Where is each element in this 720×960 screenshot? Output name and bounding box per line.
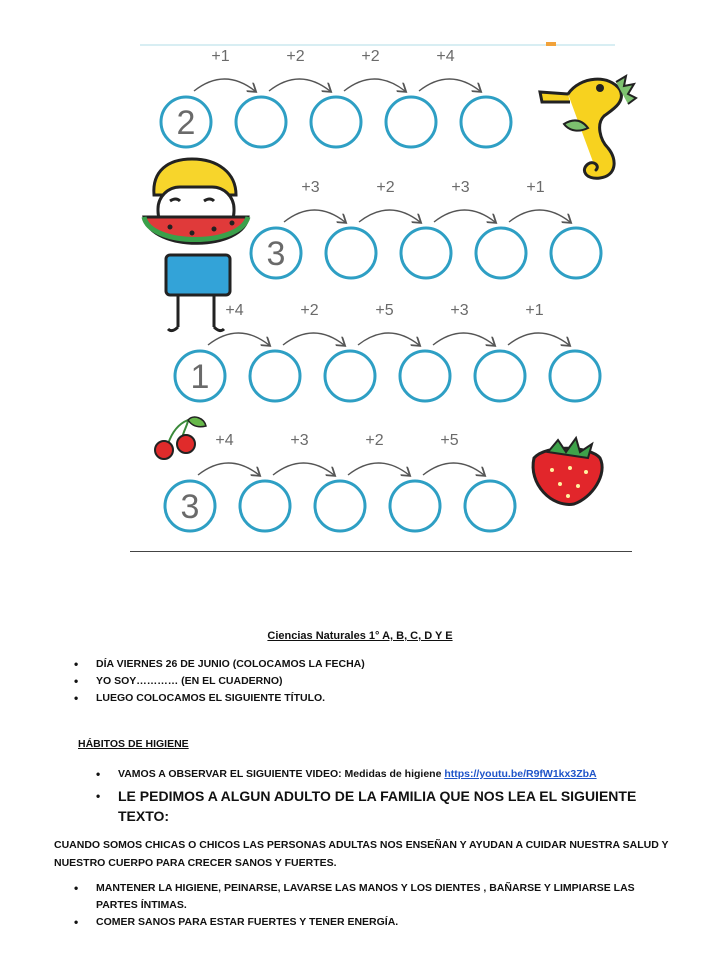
answer-circle — [390, 481, 440, 531]
answer-circle — [386, 97, 436, 147]
step-label: +1 — [526, 179, 545, 196]
step-arrow — [208, 333, 269, 345]
video-instruction-text: VAMOS A OBSERVAR EL SIGUIENTE VIDEO: Medidas de higiene — [118, 768, 445, 780]
step-label: +3 — [450, 302, 469, 319]
answer-circle — [401, 228, 451, 278]
habits-list — [96, 880, 656, 931]
step-arrow — [433, 333, 494, 345]
step-label: +2 — [376, 179, 395, 196]
worksheet-separator — [130, 551, 632, 552]
step-arrow — [358, 333, 419, 345]
step-arrow — [419, 79, 480, 91]
step-label: +4 — [215, 432, 234, 449]
video-instruction — [118, 766, 658, 783]
answer-circle — [476, 228, 526, 278]
answer-circle — [550, 351, 600, 401]
intro-item-title: • LUEGO COLOCAMOS EL SIGUIENTE TÍTULO. — [96, 690, 365, 707]
step-arrow — [194, 79, 255, 91]
step-arrow — [423, 463, 484, 475]
intro-item-name: • YO SOY………… (EN EL CUADERNO) — [96, 673, 365, 690]
video-link[interactable]: https://youtu.be/R9fW1kx3ZbA — [444, 768, 597, 780]
step-arrow — [434, 210, 495, 222]
answer-circle — [311, 97, 361, 147]
step-label: +3 — [301, 179, 320, 196]
seahorse-icon — [540, 76, 636, 178]
page-title: Ciencias Naturales 1° A, B, C, D Y E — [267, 630, 453, 642]
step-label: +2 — [300, 302, 319, 319]
answer-circle — [325, 351, 375, 401]
answer-circle — [400, 351, 450, 401]
step-label: +4 — [225, 302, 244, 319]
intro-item-date: • DÍA VIERNES 26 DE JUNIO (COLOCAMOS LA FECHA) — [96, 656, 365, 673]
step-label: +4 — [436, 48, 455, 65]
section-title: HÁBITOS DE HIGIENE — [78, 738, 189, 750]
step-arrow — [273, 463, 334, 475]
start-number: 2 — [176, 104, 196, 142]
answer-circle — [315, 481, 365, 531]
habit-item: • COMER SANOS PARA ESTAR FUERTES Y TENER ENERGÍA. — [96, 914, 656, 931]
answer-circle — [236, 97, 286, 147]
answer-circle — [240, 481, 290, 531]
step-label: +3 — [290, 432, 309, 449]
instruction-list — [118, 766, 658, 829]
step-arrow — [284, 210, 345, 222]
answer-circle — [551, 228, 601, 278]
cherries-icon — [155, 417, 206, 459]
intro-list — [96, 656, 365, 707]
answer-circle — [461, 97, 511, 147]
step-arrow — [508, 333, 569, 345]
step-label: +2 — [286, 48, 305, 65]
step-arrow — [348, 463, 409, 475]
step-label: +5 — [375, 302, 394, 319]
strawberry-icon — [533, 438, 602, 504]
start-number: 3 — [180, 488, 200, 526]
answer-circle — [465, 481, 515, 531]
step-label: +2 — [361, 48, 380, 65]
step-label: +3 — [451, 179, 470, 196]
step-arrow — [198, 463, 259, 475]
answer-circle — [475, 351, 525, 401]
step-arrow — [283, 333, 344, 345]
reading-instruction: • LE PEDIMOS A ALGUN ADULTO DE LA FAMILIA QUE NOS LEA EL SIGUIENTE TEXTO: — [118, 786, 658, 826]
step-label: +5 — [440, 432, 459, 449]
step-arrow — [509, 210, 570, 222]
step-arrow — [359, 210, 420, 222]
answer-circle — [250, 351, 300, 401]
step-label: +1 — [525, 302, 544, 319]
answer-circle — [326, 228, 376, 278]
start-number: 3 — [266, 235, 286, 273]
start-number: 1 — [190, 358, 210, 396]
step-arrow — [269, 79, 330, 91]
habit-item: • MANTENER LA HIGIENE, PEINARSE, LAVARSE LAS MANOS Y LOS DIENTES , BAÑARSE Y LIMPIARSE LAS PARTES ÍNTIMAS. — [96, 880, 656, 914]
step-label: +2 — [365, 432, 384, 449]
intro-paragraph: CUANDO SOMOS CHICAS O CHICOS LAS PERSONAS ADULTAS NOS ENSEÑAN Y AYUDAN A CUIDAR NUESTRA SALUD Y NUESTRO CUERPO PARA CRECER SANOS Y FUERTES. — [54, 839, 669, 869]
step-label: +1 — [211, 48, 230, 65]
step-arrow — [344, 79, 405, 91]
